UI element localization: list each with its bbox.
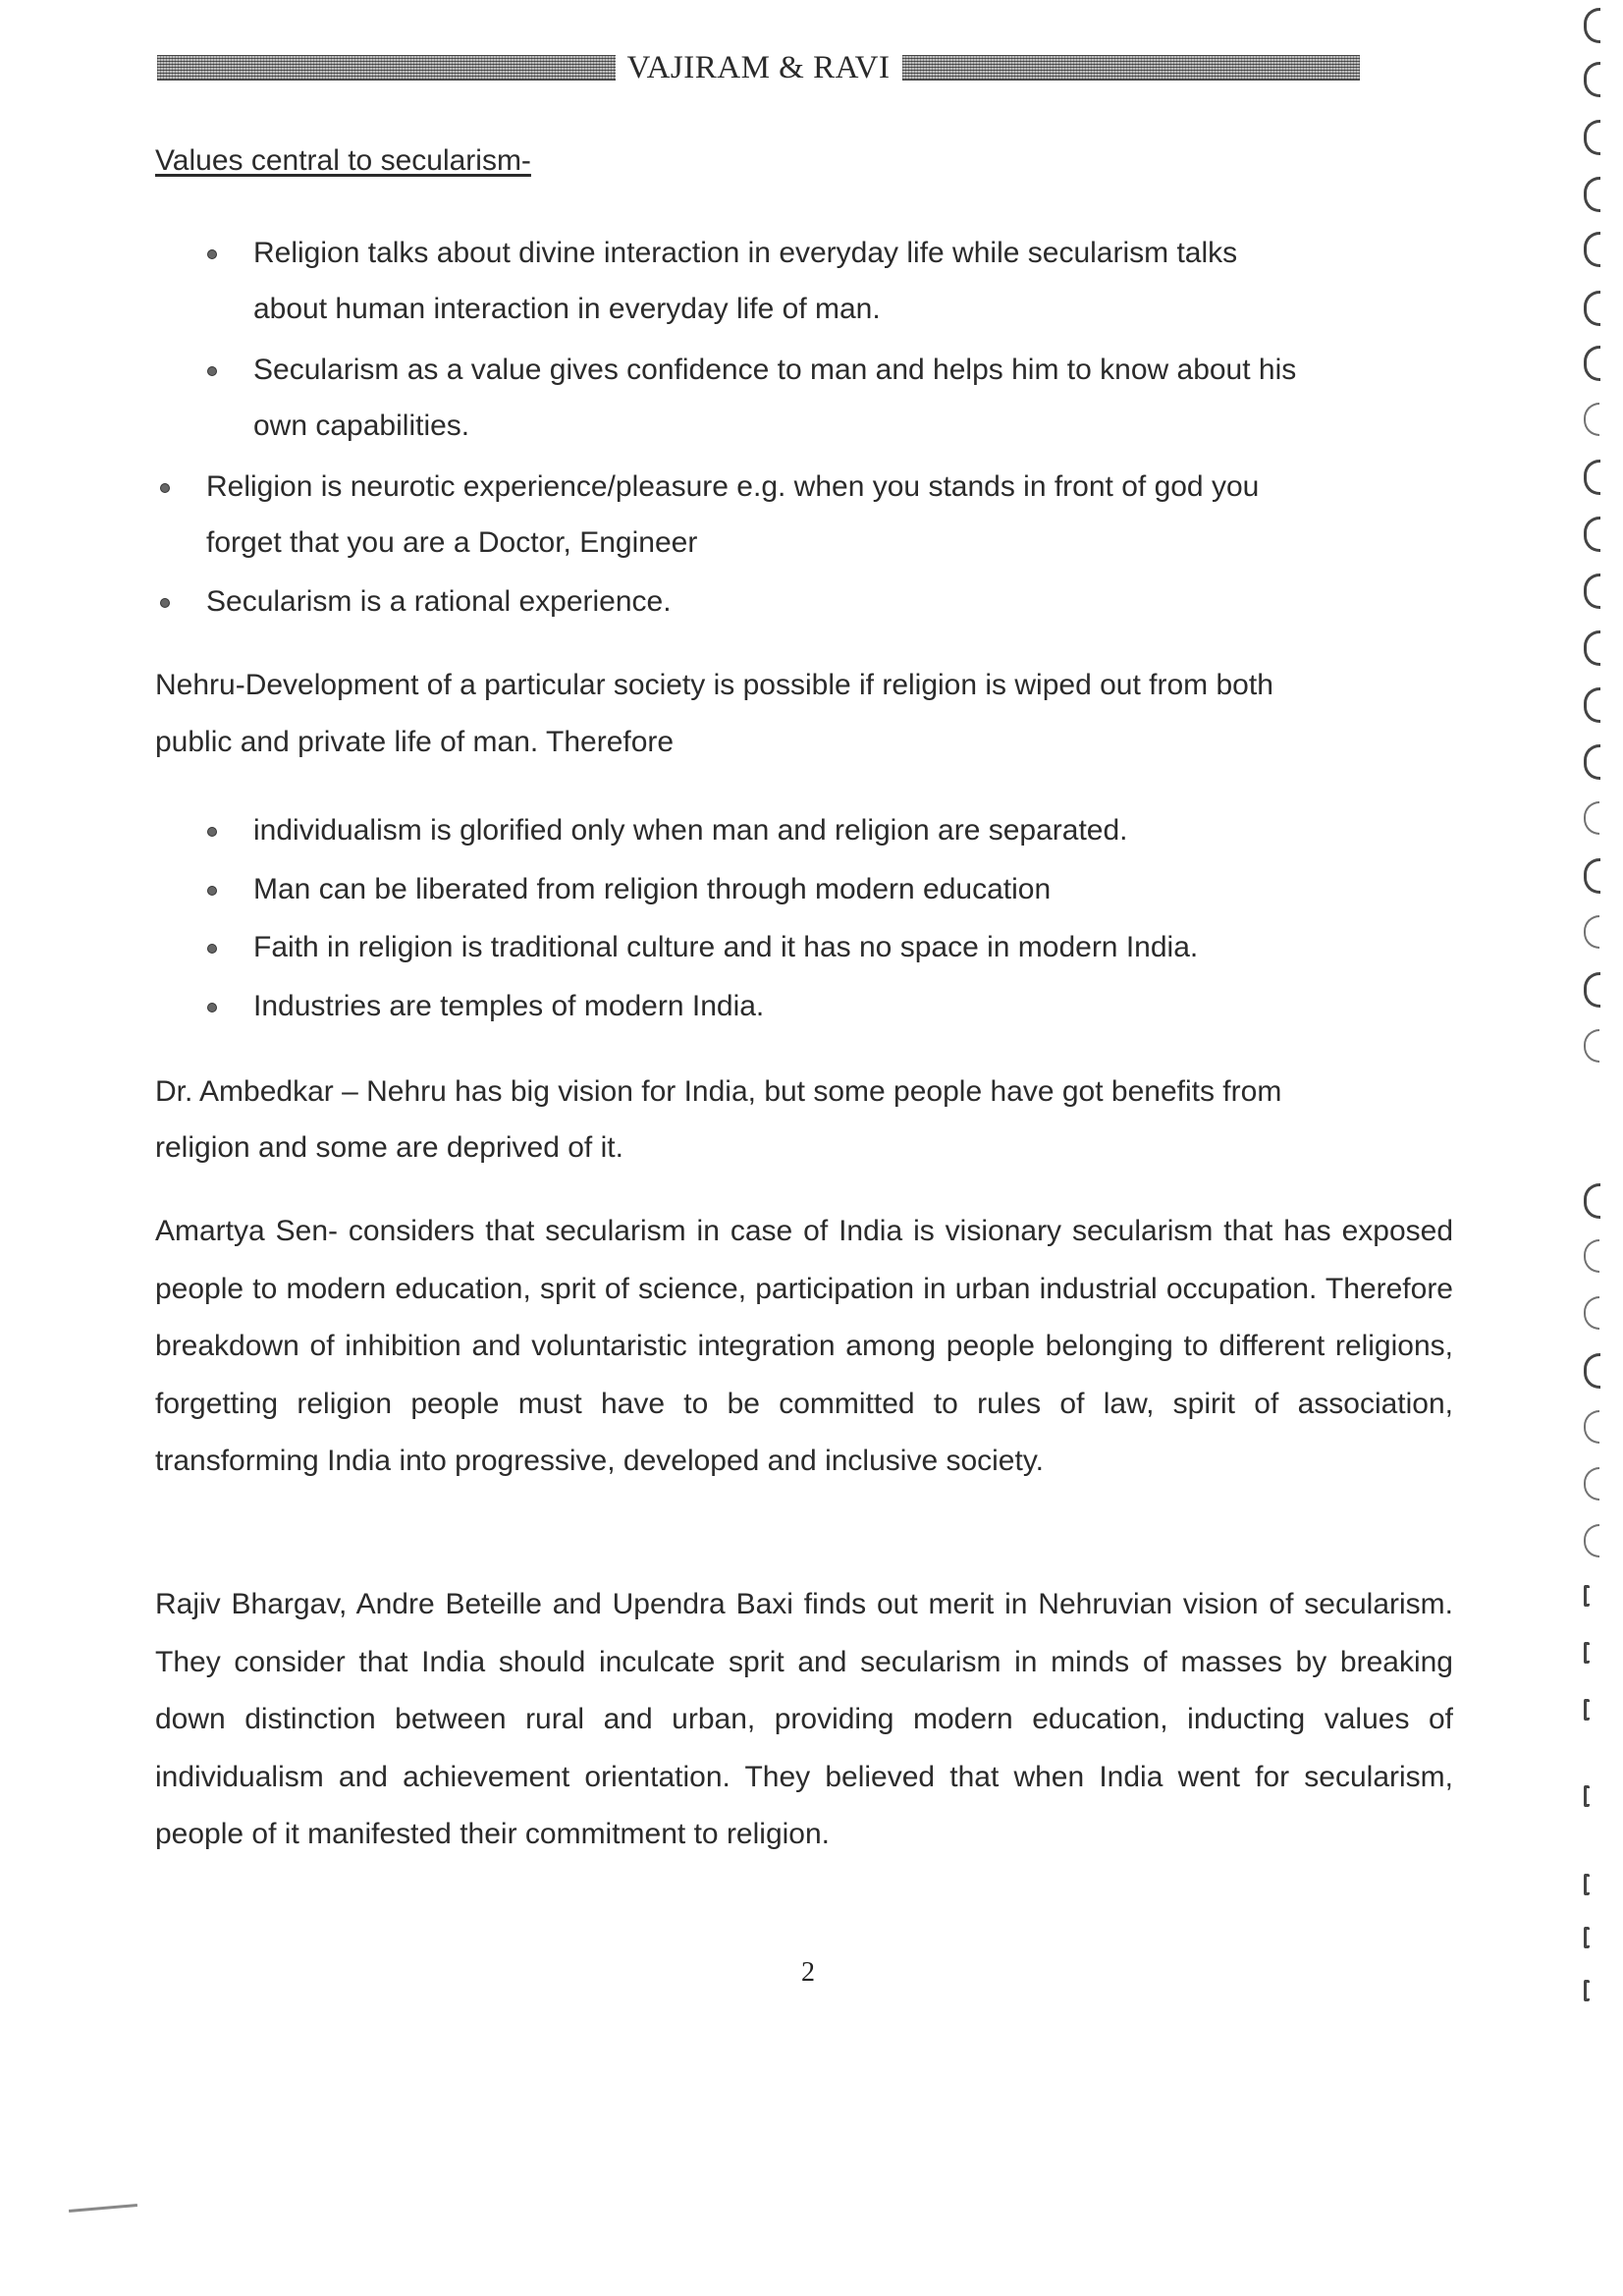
binding-ring-icon — [1584, 1874, 1590, 1895]
binding-ring-icon — [1584, 403, 1599, 436]
binding-ring-icon — [1584, 915, 1599, 949]
list-item-line: Industries are temples of modern India. — [253, 990, 765, 1022]
list-item-line: Religion talks about divine interaction in everyday life while secularism talks — [253, 237, 1238, 269]
bullet-icon — [207, 249, 217, 259]
paragraph-line: public and private life of man. Therefore — [155, 726, 675, 758]
header-hatch-left — [157, 55, 616, 81]
bullet-icon — [160, 483, 170, 493]
binding-ring-icon — [1584, 574, 1600, 609]
binding-ring-icon — [1584, 346, 1600, 381]
paragraph-amartya-sen: Amartya Sen- considers that secularism in case of India is visionary secularism that has exposed people to modern education, sprit of science, participation in urban industrial occupation. Therefore breakdown of inhibition and voluntaristic integration among people belonging to different religions, forgetting religion people must have to be committed to rules of law, spirit of association, transforming India into progressive, developed and inclusive society. — [155, 1215, 1453, 1477]
binding-ring-icon — [1584, 1410, 1599, 1444]
binding-ring-icon — [1584, 517, 1600, 552]
binding-ring-icon — [1584, 1524, 1599, 1558]
binding-ring-icon — [1584, 1699, 1590, 1721]
binding-ring-icon — [1584, 8, 1600, 43]
binding-ring-icon — [1584, 744, 1600, 780]
binding-ring-icon — [1584, 1980, 1590, 2001]
binding-ring-icon — [1584, 177, 1600, 212]
bullet-icon — [207, 827, 217, 837]
paragraph-line: Dr. Ambedkar – Nehru has big vision for India, but some people have got benefits from — [155, 1075, 1282, 1108]
list-item-line: Religion is neurotic experience/pleasure e.g. when you stands in front of god you — [206, 470, 1260, 503]
bullet-icon — [207, 944, 217, 954]
section-heading: Values central to secularism- — [155, 144, 531, 177]
spiral-binding — [1576, 0, 1615, 2296]
binding-ring-icon — [1584, 972, 1600, 1008]
list-item-line: Faith in religion is traditional culture and it has no space in modern India. — [253, 931, 1199, 963]
list-item-line: Secularism is a rational experience. — [206, 585, 672, 618]
list-item-line: Man can be liberated from religion through modern education — [253, 873, 1052, 905]
binding-ring-icon — [1584, 1029, 1599, 1063]
scan-mark — [69, 2204, 137, 2213]
binding-ring-icon — [1584, 1927, 1590, 1948]
binding-ring-icon — [1584, 1353, 1600, 1389]
binding-ring-icon — [1584, 291, 1600, 326]
paragraph-bhargav: Rajiv Bhargav, Andre Beteille and Upendra Baxi finds out merit in Nehruvian vision of secularism. They consider that India should inculcate sprit and secularism in minds of masses by breaking down distinction between rural and urban, providing modern education, inducting values of individualism and achievement orientation. They believed that when India went for secularism, people of it manifested their commitment to religion. — [155, 1588, 1453, 1850]
binding-ring-icon — [1584, 1467, 1599, 1501]
header-band — [157, 51, 1360, 84]
binding-ring-icon — [1584, 120, 1600, 155]
binding-ring-icon — [1584, 232, 1600, 267]
list-item-line: Secularism as a value gives confidence to man and helps him to know about his — [253, 354, 1297, 386]
binding-ring-icon — [1584, 460, 1600, 495]
binding-ring-icon — [1584, 687, 1600, 723]
binding-ring-icon — [1584, 1785, 1590, 1807]
bullet-icon — [207, 366, 217, 376]
page-number: 2 — [801, 1957, 815, 1988]
bullet-icon — [207, 886, 217, 896]
bullet-icon — [207, 1003, 217, 1012]
binding-ring-icon — [1584, 858, 1600, 894]
list-item-line: forget that you are a Doctor, Engineer — [206, 526, 698, 559]
brand-title: VAJIRAM & RAVI — [626, 49, 891, 85]
list-item-line: individualism is glorified only when man and religion are separated. — [253, 814, 1128, 847]
binding-ring-icon — [1584, 1239, 1599, 1273]
binding-ring-icon — [1584, 62, 1600, 97]
paragraph-line: Nehru-Development of a particular society is possible if religion is wiped out from both — [155, 669, 1273, 701]
binding-ring-icon — [1584, 630, 1600, 666]
binding-ring-icon — [1584, 1585, 1590, 1607]
binding-ring-icon — [1584, 1296, 1599, 1330]
binding-ring-icon — [1584, 1183, 1600, 1219]
list-item-line: about human interaction in everyday life of man. — [253, 293, 881, 325]
header-hatch-right — [902, 55, 1361, 81]
binding-ring-icon — [1584, 801, 1599, 835]
list-item-line: own capabilities. — [253, 410, 470, 442]
binding-ring-icon — [1584, 1642, 1590, 1664]
bullet-icon — [160, 598, 170, 608]
paragraph-line: religion and some are deprived of it. — [155, 1131, 623, 1164]
